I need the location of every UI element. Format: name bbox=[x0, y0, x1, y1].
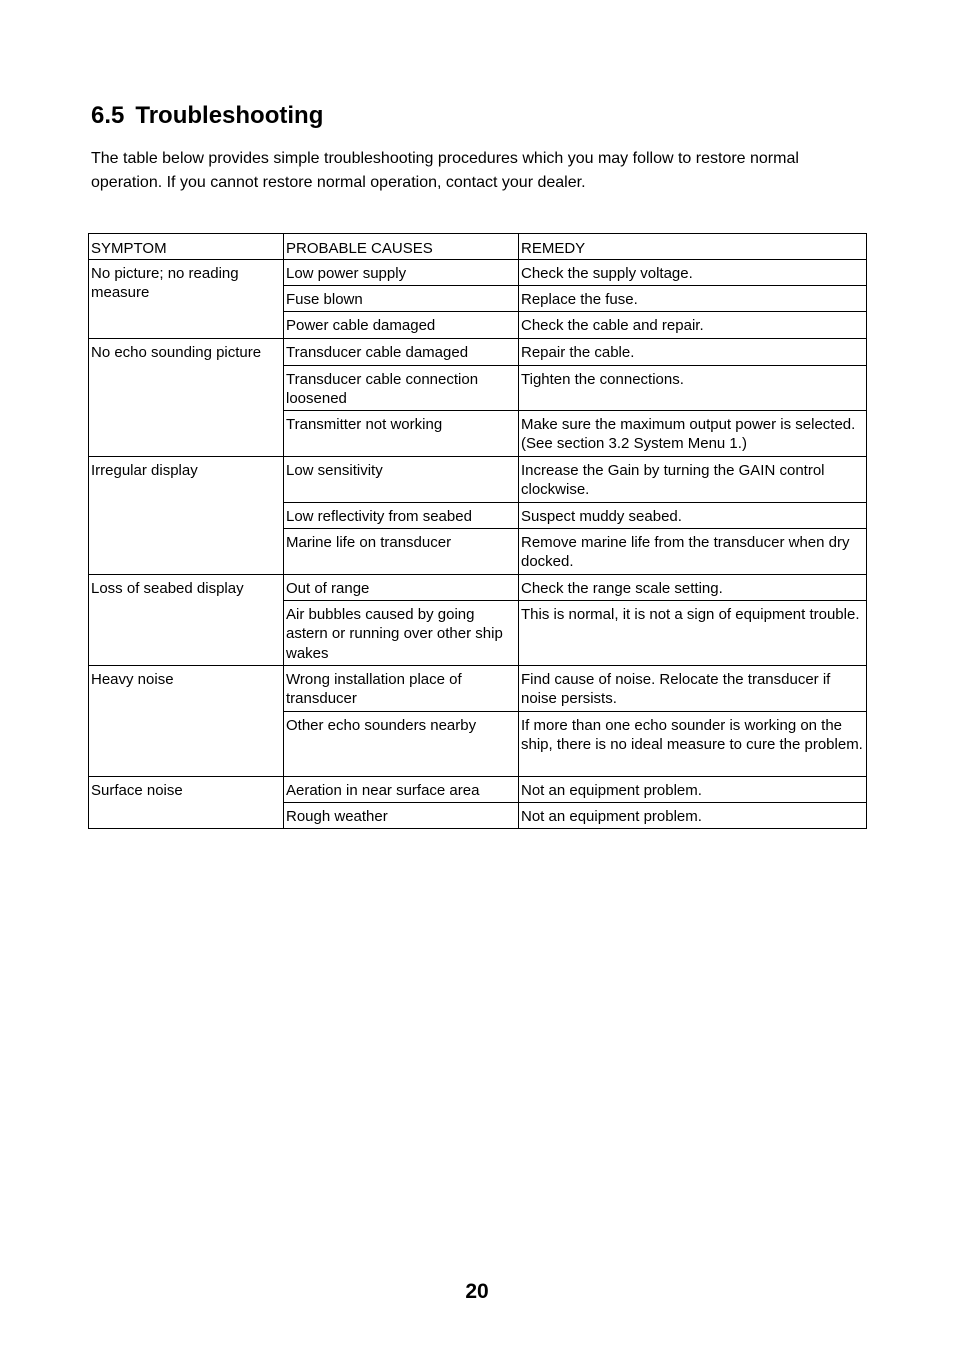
table-row bbox=[89, 456, 867, 502]
remedy-cell: Remove marine life from the transducer when dry docked. bbox=[519, 528, 867, 574]
table-row bbox=[89, 338, 867, 365]
cause-cell: Transmitter not working bbox=[284, 410, 519, 456]
cause-cell: Out of range bbox=[284, 574, 519, 600]
remedy-cell: This is normal, it is not a sign of equipment trouble. bbox=[519, 600, 867, 665]
page-number: 20 bbox=[465, 1280, 489, 1303]
header-probable-causes: PROBABLE CAUSES bbox=[284, 234, 519, 260]
cause-cell: Power cable damaged bbox=[284, 311, 519, 338]
cause-cell: Marine life on transducer bbox=[284, 528, 519, 574]
symptom-cell: Heavy noise bbox=[89, 665, 284, 776]
section-heading bbox=[91, 101, 323, 131]
remedy-cell: Check the supply voltage. bbox=[519, 259, 867, 285]
cause-cell: Low sensitivity bbox=[284, 456, 519, 502]
troubleshooting-table bbox=[88, 233, 867, 829]
cause-cell: Fuse blown bbox=[284, 285, 519, 311]
cause-cell: Wrong installation place of transducer bbox=[284, 665, 519, 711]
cause-cell: Low reflectivity from seabed bbox=[284, 502, 519, 528]
table-header-row bbox=[89, 234, 867, 260]
table-row bbox=[89, 776, 867, 802]
cause-cell: Air bubbles caused by going astern or running over other ship wakes bbox=[284, 600, 519, 665]
remedy-cell: Replace the fuse. bbox=[519, 285, 867, 311]
remedy-cell: If more than one echo sounder is working on the ship, there is no ideal measure to cure the problem. bbox=[519, 711, 867, 776]
cause-cell: Aeration in near surface area bbox=[284, 776, 519, 802]
remedy-cell: Suspect muddy seabed. bbox=[519, 502, 867, 528]
cause-cell: Other echo sounders nearby bbox=[284, 711, 519, 776]
section-number: 6.5 bbox=[91, 102, 125, 129]
remedy-cell: Make sure the maximum output power is selected. (See section 3.2 System Menu 1.) bbox=[519, 410, 867, 456]
symptom-cell: Loss of seabed display bbox=[89, 574, 284, 665]
remedy-cell: Repair the cable. bbox=[519, 338, 867, 365]
section-title: Troubleshooting bbox=[135, 102, 324, 129]
header-symptom: SYMPTOM bbox=[89, 234, 284, 260]
intro-paragraph: The table below provides simple troubleshooting procedures which you may follow to restore normal operation. If you cannot restore normal operation, contact your dealer. bbox=[91, 150, 799, 191]
symptom-cell: No echo sounding picture bbox=[89, 338, 284, 456]
table-row bbox=[89, 665, 867, 711]
remedy-cell: Check the cable and repair. bbox=[519, 311, 867, 338]
cause-cell: Transducer cable damaged bbox=[284, 338, 519, 365]
remedy-cell: Increase the Gain by turning the GAIN control clockwise. bbox=[519, 456, 867, 502]
remedy-cell: Check the range scale setting. bbox=[519, 574, 867, 600]
symptom-cell: No picture; no reading measure bbox=[89, 259, 284, 338]
remedy-cell: Find cause of noise. Relocate the transducer if noise persists. bbox=[519, 665, 867, 711]
table-row bbox=[89, 259, 867, 285]
remedy-cell: Not an equipment problem. bbox=[519, 802, 867, 828]
symptom-cell: Irregular display bbox=[89, 456, 284, 574]
remedy-cell: Tighten the connections. bbox=[519, 365, 867, 410]
table-row bbox=[89, 574, 867, 600]
symptom-cell: Surface noise bbox=[89, 776, 284, 828]
header-remedy: REMEDY bbox=[519, 234, 867, 260]
cause-cell: Rough weather bbox=[284, 802, 519, 828]
remedy-cell: Not an equipment problem. bbox=[519, 776, 867, 802]
cause-cell: Low power supply bbox=[284, 259, 519, 285]
cause-cell: Transducer cable connection loosened bbox=[284, 365, 519, 410]
